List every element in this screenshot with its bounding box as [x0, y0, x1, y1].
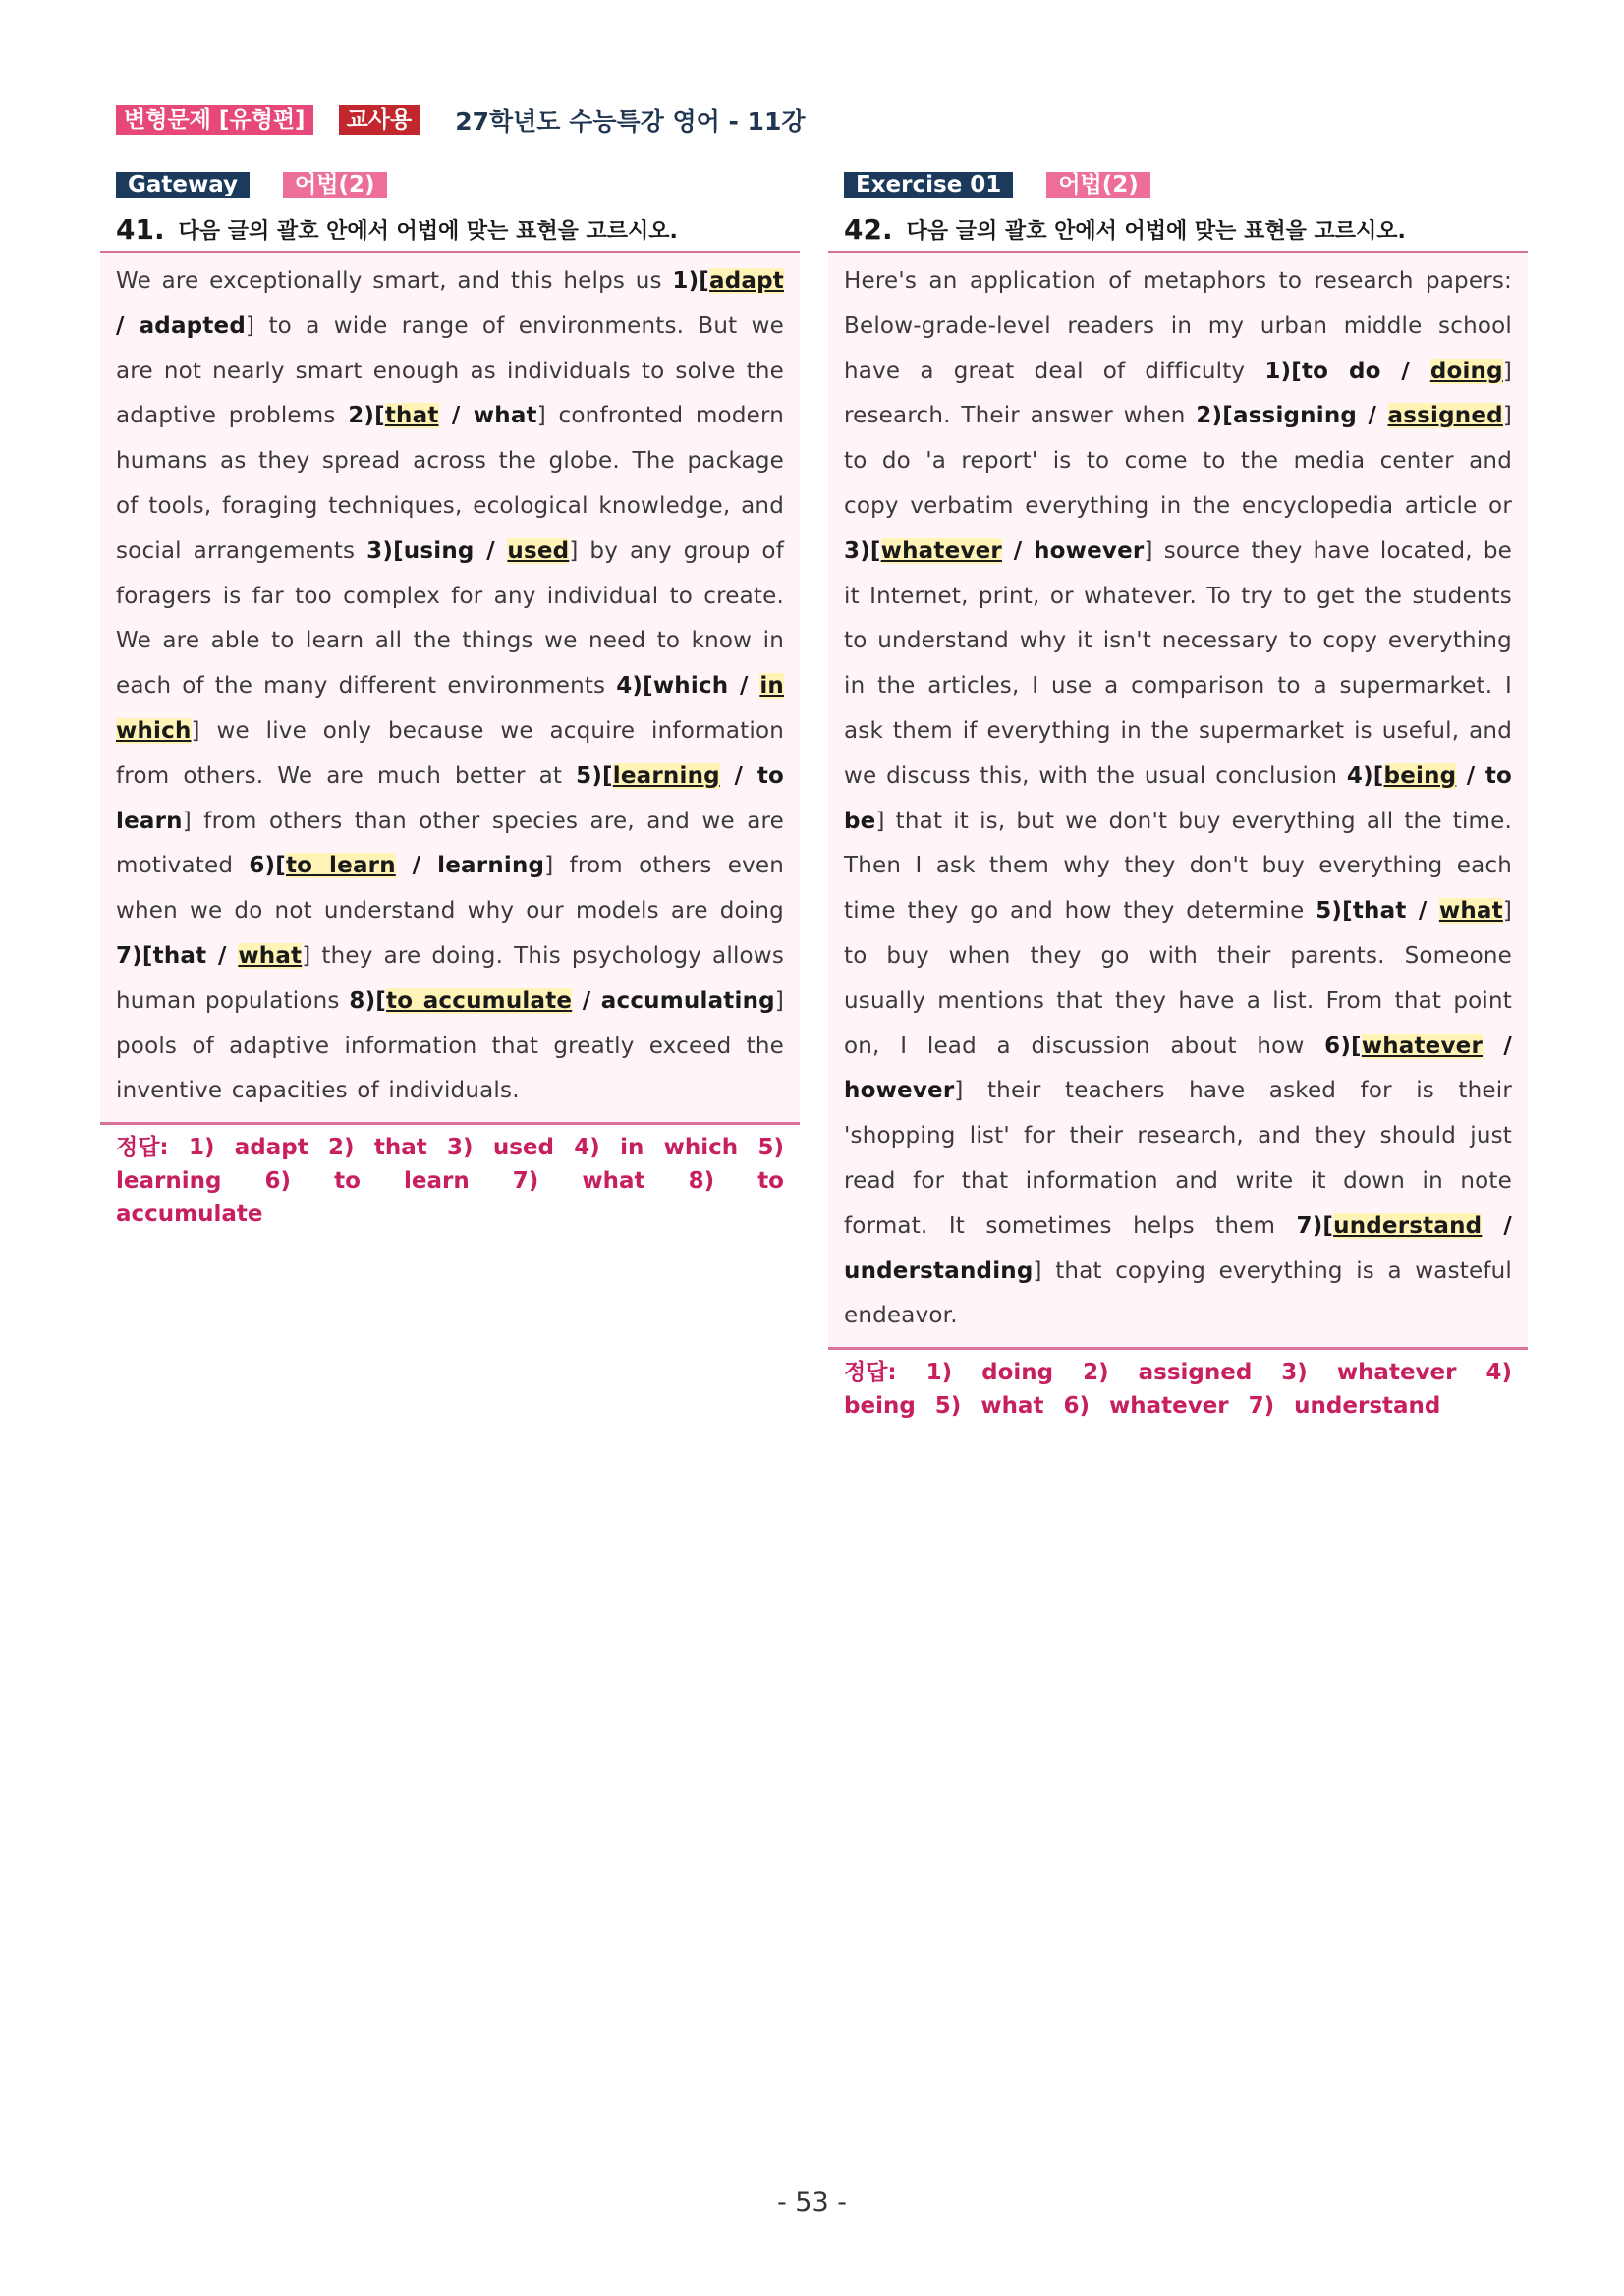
question-42 — [828, 170, 1528, 1428]
option-1: to accumulate — [386, 987, 573, 1014]
option-2: to learn — [116, 762, 785, 834]
option-separator: / — [572, 987, 601, 1014]
option-2: doing — [1429, 358, 1503, 384]
passage-text: ] they are doing. This psychology allows human populations — [116, 942, 784, 1014]
page-number: - 53 - — [776, 2187, 847, 2217]
option-1: which — [652, 673, 729, 700]
option-separator: / — [728, 673, 760, 700]
option-1: learning — [612, 762, 720, 789]
option-separator: / — [1483, 1033, 1512, 1059]
option-1: that — [1352, 898, 1407, 924]
blank-number: 8)[ — [349, 987, 387, 1014]
passage-text: ] their teachers have asked for is their 'shopping list' for their research, and they should just read for that information and write it down in note format. It sometimes helps them — [844, 1078, 1512, 1239]
option-1: adapt — [709, 268, 784, 294]
passage-text: ] to buy when they go with their parents. Someone usually mentions that they have a list. From that point on, I lead a discussion about how — [844, 898, 1513, 1059]
blank-number: 4)[ — [1346, 762, 1384, 789]
option-2: however — [1034, 537, 1145, 564]
exercise-label: Exercise 01 — [844, 172, 1013, 198]
option-separator: / — [438, 403, 474, 429]
passage-text: ] from others even when we do not understand why our models are doing — [116, 853, 785, 924]
option-2: understanding — [844, 1258, 1034, 1284]
option-separator: / — [719, 762, 757, 789]
answer-key: 정답: 1) adapt 2) that 3) used 4) in which 5) learning 6) to learn 7) what 8) to accumulate — [116, 1135, 784, 1228]
option-separator: / — [395, 853, 438, 879]
option-2: what — [473, 403, 537, 429]
question-line — [100, 207, 800, 251]
option-separator: / — [1357, 403, 1388, 429]
passage-text: ] that copying everything is a wasteful endeavor. — [844, 1258, 1512, 1329]
page-title: 27학년도 수능특강 영어 - 11강 — [455, 107, 806, 136]
option-1: to learn — [285, 853, 396, 879]
passage-text: ] by any group of foragers is far too complex for any individual to create. We are able to learn all the things we need to know in each of the many different environments — [116, 537, 785, 700]
passage-text: ] pools of adaptive information that greatly exceed the inventive capacities of individuals. — [116, 987, 785, 1104]
gateway-label: Gateway — [116, 172, 250, 198]
answer-key: 정답: 1) doing 2) assigned 3) whatever 4) being 5) what 6) whatever 7) understand — [844, 1360, 1512, 1420]
option-1: whatever — [880, 537, 1002, 564]
blank-number: 1)[ — [1264, 358, 1302, 384]
passage-text: ] research. Their answer when — [844, 358, 1512, 429]
option-2: learning — [437, 853, 545, 879]
question-instruction: 다음 글의 괄호 안에서 어법에 맞는 표현을 고르시오. — [178, 218, 678, 244]
option-2: adapted — [139, 312, 247, 339]
blank-number: 3)[ — [844, 537, 881, 564]
teacher-tag: 교사용 — [339, 105, 420, 135]
option-2: what — [238, 942, 303, 969]
option-separator: / — [1456, 762, 1485, 789]
blank-number: 1)[ — [672, 268, 710, 294]
option-1: that — [384, 403, 439, 429]
option-separator: / — [474, 537, 508, 564]
option-separator: / — [1482, 1212, 1512, 1239]
option-2: in which — [116, 673, 784, 744]
blank-number: 6)[ — [1324, 1033, 1362, 1059]
blank-number: 6)[ — [249, 853, 286, 879]
option-1: whatever — [1361, 1033, 1484, 1059]
option-1: being — [1383, 762, 1457, 789]
blank-number: 2)[ — [348, 403, 385, 429]
option-2: accumulating — [600, 987, 775, 1014]
blank-number: 5)[ — [1316, 898, 1353, 924]
passage-text: ] source they have located, be it Internet, print, or whatever. To try to get the students to understand why it isn't necessary to copy everything in the articles, I use a comparison to a supermarket. I ask them if everything in the supermarket is useful, and we discuss this, with the usual conclusion — [844, 537, 1512, 789]
question-41 — [100, 170, 800, 1237]
passage-box — [828, 251, 1528, 1350]
question-instruction: 다음 글의 괄호 안에서 어법에 맞는 표현을 고르시오. — [906, 218, 1406, 244]
question-line — [828, 207, 1528, 251]
passage-text: ] that it is, but we don't buy everything all the time. Then I ask them why they don't buy everything each time they go and how they determine — [844, 808, 1512, 924]
passage-text: Here's an application of metaphors to research papers: Below-grade-level readers in my urban middle school have a great deal of difficulty — [844, 268, 1512, 384]
grammar-label: 어법(2) — [283, 172, 386, 198]
passage-text: ] confronted modern humans as they spread across the globe. The package of tools, foraging techniques, ecological knowledge, and social arrangements — [116, 403, 784, 564]
option-separator: / — [116, 312, 140, 339]
passage-text: ] we live only because we acquire information from others. We are much better at — [116, 717, 784, 789]
blank-number: 5)[ — [576, 762, 613, 789]
question-labels — [100, 170, 800, 199]
passage-text: We are exceptionally smart, and this helps us — [116, 268, 673, 294]
blank-number: 7)[ — [116, 942, 153, 969]
type-tag: 변형문제 [유형편] — [116, 105, 313, 135]
option-separator: / — [1406, 898, 1439, 924]
option-1: assigning — [1232, 403, 1358, 429]
passage-box — [100, 251, 800, 1125]
blank-number: 3)[ — [366, 537, 404, 564]
option-2: assigned — [1387, 403, 1503, 429]
option-1: using — [403, 537, 475, 564]
option-1: that — [152, 942, 207, 969]
option-separator: / — [1001, 537, 1035, 564]
passage-text: ] from others than other species are, and we are motivated — [116, 808, 784, 879]
option-1: understand — [1333, 1212, 1483, 1239]
question-number: 41. — [116, 212, 165, 246]
option-separator: / — [1380, 358, 1430, 384]
option-separator: / — [206, 942, 239, 969]
passage-text: ] to a wide range of environments. But we are not nearly smart enough as individuals to solve the adaptive problems — [116, 312, 785, 429]
blank-number: 7)[ — [1296, 1212, 1334, 1239]
blank-number: 2)[ — [1196, 403, 1233, 429]
option-1: to do — [1301, 358, 1381, 384]
question-number: 42. — [844, 212, 893, 246]
blank-number: 4)[ — [616, 673, 653, 700]
grammar-label: 어법(2) — [1046, 172, 1149, 198]
option-2: however — [844, 1078, 955, 1104]
page-header — [116, 102, 806, 138]
question-labels — [828, 170, 1528, 199]
option-2: to be — [844, 762, 1513, 834]
option-2: used — [507, 537, 570, 564]
passage-text: ] to do 'a report' is to come to the media center and copy verbatim everything in the encyclopedia article or — [844, 403, 1513, 519]
option-2: what — [1438, 898, 1503, 924]
